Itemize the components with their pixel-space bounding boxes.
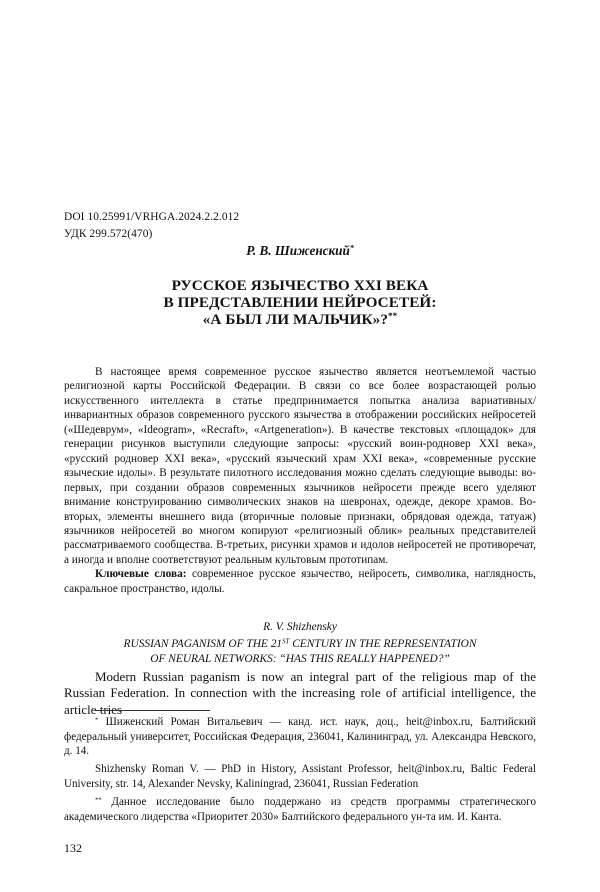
title-en-sup: ST xyxy=(282,638,289,645)
page-number: 132 xyxy=(64,841,82,856)
title-footnote-mark: ** xyxy=(388,311,397,321)
footnote-2 xyxy=(64,795,536,824)
body-paragraph: Modern Russian paganism is now an integral part of the religious map of the Russian Federation. In connection with the increasing role of artificial intelligence, the article tries xyxy=(64,669,536,718)
footnote-2-text: Данное исследование было поддержано из средств программы стратегического академического лидерства «Приоритет 2030» Балтийского федерального ун-та им. И. Канта. xyxy=(64,796,536,823)
footnote-1 xyxy=(64,715,536,759)
footnote-1-en xyxy=(64,762,536,791)
footnote-2-para xyxy=(64,795,536,824)
footnote-1-mark: * xyxy=(95,716,98,723)
author-ru xyxy=(64,243,536,259)
abstract-ru-text: В настоящее время современное русское язычество является неотъемлемой частью религиозной карты Российской Федерации. В связи со все более возрастающей ролью искусственного интеллекта в статье предпринимается попытка анализа вариативных/инвариантных образов современного русского язычества в отображении российских нейросетей («Шедеврум», «Ideogram», «Recraft», «Artgeneration»). В качестве текстовых «площадок» для генерации рисунков выступили следующие запросы: «русский воин-родновер XXI века», «русский родновер XXI века», «русский языческий храм XXI века», «современные русские языческие идолы». В результате пилотного исследования можно сделать следующие выводы: во-первых, при создании образов современных язычников нейросети прежде всего уделяют внимание конструированию символических знаков на шевронах, одежде, декоре храмов. Во-вторых, элементы внешнего вида (вторичные половые признаки, обрядовая одежда, татуаж) язычников нейросетей во многом копируют «религиозный облик» реальных представителей рассматриваемого сообщества. В-третьих, рисунки храмов и идолов нейросетей не противоречат, а иногда и вполне соответствуют реальным культовым прототипам. xyxy=(64,365,536,567)
footnote-2-mark: ** xyxy=(95,796,102,803)
title-ru-line-3-text: «А БЫЛ ЛИ МАЛЬЧИК»? xyxy=(203,311,388,328)
title-ru-line-3 xyxy=(64,311,536,328)
footnote-1-ru-text: Шиженский Роман Витальевич — канд. ист. наук, доц., heit@inbox.ru, Балтийский федеральный университет, Российская Федерация, 236041, Калининград, ул. Александра Невского, д. 14. xyxy=(64,716,536,757)
title-en-line-1 xyxy=(64,637,536,652)
abstract-ru xyxy=(64,365,536,596)
journal-page xyxy=(0,0,600,892)
footnote-divider xyxy=(96,710,210,711)
title-en-line-2: OF NEURAL NETWORKS: “HAS THIS REALLY HAPPENED?” xyxy=(64,652,536,667)
author-ru-name: Р. В. Шиженский xyxy=(246,243,350,258)
doi: DOI 10.25991/VRHGA.2024.2.2.012 xyxy=(64,209,239,225)
keywords-ru xyxy=(64,567,536,596)
keywords-text: современное русское язычество, нейросеть, символика, наглядность, сакральное пространство, идолы. xyxy=(64,568,536,594)
title-ru-line-2: В ПРЕДСТАВЛЕНИИ НЕЙРОСЕТЕЙ: xyxy=(64,294,536,311)
article-title-en xyxy=(64,637,536,666)
author-en: R. V. Shizhensky xyxy=(64,621,536,633)
footnote-1-en-text: Shizhensky Roman V. — PhD in History, Assistant Professor, heit@inbox.ru, Baltic Federal University, str. 14, Alexander Nevsky, Kaliningrad, 236041, Russian Federation xyxy=(64,762,536,791)
udk-code: УДК 299.572(470) xyxy=(64,226,152,242)
footnote-1-ru xyxy=(64,715,536,759)
title-ru-line-1: РУССКОЕ ЯЗЫЧЕСТВО XXI ВЕКА xyxy=(64,277,536,294)
article-title-ru xyxy=(64,277,536,328)
title-en-line-1-b: CENTURY IN THE REPRESENTATION xyxy=(289,638,476,650)
title-en-line-1-a: RUSSIAN PAGANISM OF THE 21 xyxy=(124,638,283,650)
author-footnote-mark: * xyxy=(350,244,354,253)
keywords-label: Ключевые слова: xyxy=(95,568,186,580)
